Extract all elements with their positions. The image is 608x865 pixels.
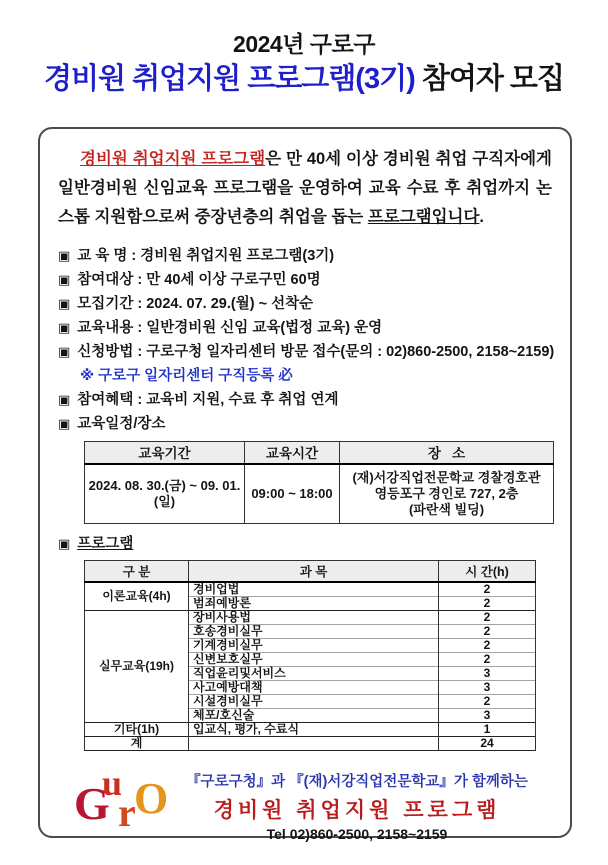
program-table [84, 560, 536, 751]
program-hours: 3 [439, 666, 536, 680]
column-header: 과 목 [189, 561, 439, 582]
guro-logo [72, 762, 176, 847]
table-row [85, 582, 536, 597]
bullet-benefit [58, 388, 552, 412]
column-header: 장 소 [340, 442, 554, 464]
program-subject: 체포/호신술 [189, 708, 439, 722]
footer-phone: Tel 02)860-2500, 2158~2159 [266, 825, 448, 842]
program-heading [58, 532, 552, 556]
program-heading-row [58, 532, 552, 556]
intro-lead: 경비원 취업지원 프로그램 [80, 150, 266, 168]
bullet-target [58, 268, 552, 292]
bullet-recruit-period [58, 292, 552, 316]
program-subject: 사고예방대책 [189, 680, 439, 694]
bullet-square-icon: ▣ [58, 248, 71, 263]
bullet-sep: : [133, 344, 147, 360]
schedule-period: 2024. 08. 30.(금) ~ 09. 01.(일) [85, 464, 245, 524]
bullet-label: 참여혜택 [77, 392, 134, 408]
bullet-value: 경비원 취업지원 프로그램(3기) [140, 248, 335, 264]
table-row [85, 610, 536, 624]
program-subject: 경비업법 [189, 582, 439, 597]
content-box [38, 127, 572, 842]
intro-period: . [479, 208, 484, 226]
bullet-sep: : [127, 248, 141, 264]
footer-partners: 『구로구청』과 『(재)서강직업전문학교』가 함께하는 [186, 773, 528, 790]
total-row [85, 736, 536, 750]
place-line: (재)서강직업전문학교 경찰경호관 [352, 469, 541, 485]
bullet-square-icon: ▣ [58, 296, 71, 311]
table-header-row [85, 442, 554, 464]
title-line-1: 2024년 구로구 [233, 31, 375, 57]
logo-letter-u: u [102, 762, 123, 803]
program-hours: 2 [439, 610, 536, 624]
place-line: (파란색 빌딩) [408, 501, 485, 517]
program-subject: 입교식, 평가, 수료식 [189, 722, 439, 736]
table-row [85, 464, 554, 524]
intro-tail: 프로그램입니다 [367, 208, 480, 226]
schedule-time: 09:00 ~ 18:00 [245, 464, 340, 524]
title-highlight: 경비원 취업지원 프로그램(3기) [44, 62, 415, 95]
bullet-value: 2024. 07. 29.(월) ~ 선착순 [146, 296, 314, 312]
program-hours: 2 [439, 624, 536, 638]
bullet-label: 참여대상 [77, 272, 134, 288]
bullet-sep: : [133, 296, 147, 312]
column-header: 교육시간 [245, 442, 340, 464]
footer-program-name: 경비원 취업지원 프로그램 [213, 798, 501, 822]
program-group: 실무교육(19h) [85, 610, 189, 722]
bullet-value: 일반경비원 신임 교육(법정 교육) 운영 [146, 320, 383, 336]
program-subject: 호송경비실무 [189, 624, 439, 638]
column-header: 시 간(h) [439, 561, 536, 582]
program-subject: 직업윤리및서비스 [189, 666, 439, 680]
program-subject: 범죄예방론 [189, 596, 439, 610]
total-subject-empty [189, 736, 439, 750]
intro-body: 은 만 40세 이상 경비원 취업 구직자에게 일반경비원 신임교육 프로그램을 운영하여 교육 수료 후 취업까지 논스톱 지원함으로써 중장년층의 취업을 돕는 [58, 150, 552, 226]
bullet-square-icon: ▣ [58, 536, 71, 551]
program-subject: 장비사용법 [189, 610, 439, 624]
bullet-sep: : [133, 320, 147, 336]
place-line: 영등포구 경인로 727, 2층 [374, 485, 519, 501]
poster-title [0, 0, 608, 97]
bullet-square-icon: ▣ [58, 272, 71, 287]
bullet-value: 만 40세 이상 구로구민 60명 [146, 272, 321, 288]
schedule-heading-label: 교육일정/장소 [77, 416, 166, 432]
table-header-row [85, 561, 536, 582]
bullet-course-content [58, 316, 552, 340]
bullet-square-icon: ▣ [58, 416, 71, 431]
schedule-place [340, 464, 554, 524]
schedule-heading [58, 412, 552, 436]
bullet-square-icon: ▣ [58, 392, 71, 407]
bullet-label: 교 육 명 [77, 248, 128, 264]
logo-letter-o: O [134, 773, 169, 823]
title-line-2 [0, 61, 608, 97]
program-hours: 1 [439, 722, 536, 736]
column-header: 교육기간 [85, 442, 245, 464]
total-label: 계 [85, 736, 189, 750]
bullet-course-name [58, 244, 552, 268]
program-hours: 2 [439, 638, 536, 652]
footer-text [176, 770, 552, 842]
bullet-value: 교육비 지원, 수료 후 취업 연계 [146, 392, 339, 408]
bullet-sep: : [133, 392, 147, 408]
bullet-square-icon: ▣ [58, 344, 71, 359]
bullet-list [58, 244, 555, 436]
title-rest: 참여자 모집 [414, 62, 564, 95]
total-hours: 24 [439, 736, 536, 750]
registration-note: ※ 구로구 일자리센터 구직등록 必 [80, 368, 293, 384]
intro-paragraph [58, 145, 552, 232]
bullet-label: 모집기간 [77, 296, 134, 312]
program-subject: 기계경비실무 [189, 638, 439, 652]
program-hours: 2 [439, 694, 536, 708]
bullet-apply-method [58, 340, 555, 364]
program-hours: 2 [439, 582, 536, 597]
program-subject: 신변보호실무 [189, 652, 439, 666]
table-row [85, 722, 536, 736]
program-hours: 3 [439, 680, 536, 694]
logo-letter-g: G [74, 777, 110, 829]
schedule-table [84, 441, 554, 524]
program-hours: 2 [439, 596, 536, 610]
bullet-sep: : [133, 272, 147, 288]
bullet-label: 교육내용 [77, 320, 134, 336]
logo-letter-r: r [118, 789, 136, 835]
column-header: 구 분 [85, 561, 189, 582]
program-heading-label: 프로그램 [77, 536, 134, 552]
program-hours: 3 [439, 708, 536, 722]
footer [58, 762, 552, 847]
bullet-square-icon: ▣ [58, 320, 71, 335]
program-subject: 시설경비실무 [189, 694, 439, 708]
program-hours: 2 [439, 652, 536, 666]
bullet-value: 구로구청 일자리센터 방문 접수(문의 : 02)860-2500, 2158~2159) [146, 344, 555, 360]
program-group: 이론교육(4h) [85, 582, 189, 611]
program-group: 기타(1h) [85, 722, 189, 736]
bullet-label: 신청방법 [77, 344, 134, 360]
